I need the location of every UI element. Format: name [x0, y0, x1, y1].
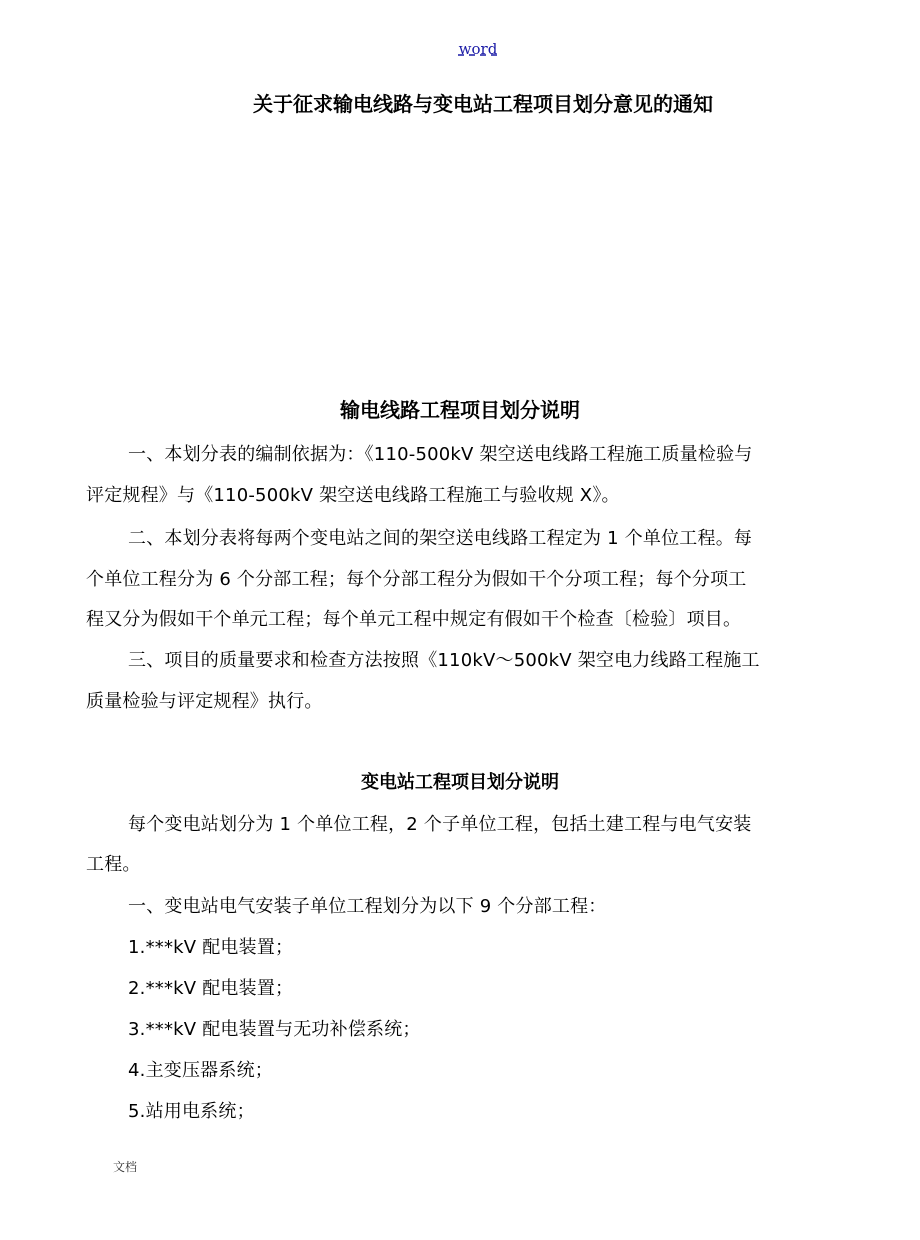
paragraph-line: 个单位工程分为 6 个分部工程；每个分部工程分为假如干个分项工程；每个分项工 — [86, 569, 747, 590]
list-item: 1.***kV 配电装置； — [128, 937, 294, 958]
list-item: 5.站用电系统； — [128, 1101, 255, 1122]
document-title: 关于征求输电线路与变电站工程项目划分意见的通知 — [253, 92, 713, 116]
paragraph-line: 每个变电站划分为 1 个单位工程，2 个子单位工程，包括土建工程与电气安装 — [128, 814, 752, 835]
paragraph-line: 一、变电站电气安装子单位工程划分为以下 9 个分部工程： — [128, 896, 607, 917]
paragraph-line: 工程。 — [86, 854, 141, 875]
header-word-link[interactable]: word — [458, 40, 498, 58]
section-title-substation: 变电站工程项目划分说明 — [361, 772, 559, 793]
list-item: 3.***kV 配电装置与无功补偿系统； — [128, 1019, 421, 1040]
paragraph-line: 质量检验与评定规程》执行。 — [86, 691, 323, 712]
footer-label: 文档 — [113, 1160, 138, 1174]
paragraph-line: 评定规程》与《110-500kV 架空送电线路工程施工与验收规 X》。 — [86, 485, 620, 506]
section-title-transmission: 输电线路工程项目划分说明 — [340, 398, 580, 422]
list-item: 2.***kV 配电装置； — [128, 978, 294, 999]
paragraph-line: 二、本划分表将每两个变电站之间的架空送电线路工程定为 1 个单位工程。每 — [128, 528, 753, 549]
paragraph-line: 一、本划分表的编制依据为：《110-500kV 架空送电线路工程施工质量检验与 — [128, 444, 753, 465]
list-item: 4.主变压器系统； — [128, 1060, 273, 1081]
paragraph-line: 三、项目的质量要求和检查方法按照《110kV～500kV 架空电力线路工程施工 — [128, 650, 760, 671]
paragraph-line: 程又分为假如干个单元工程；每个单元工程中规定有假如干个检查〔检验〕项目。 — [86, 609, 742, 630]
